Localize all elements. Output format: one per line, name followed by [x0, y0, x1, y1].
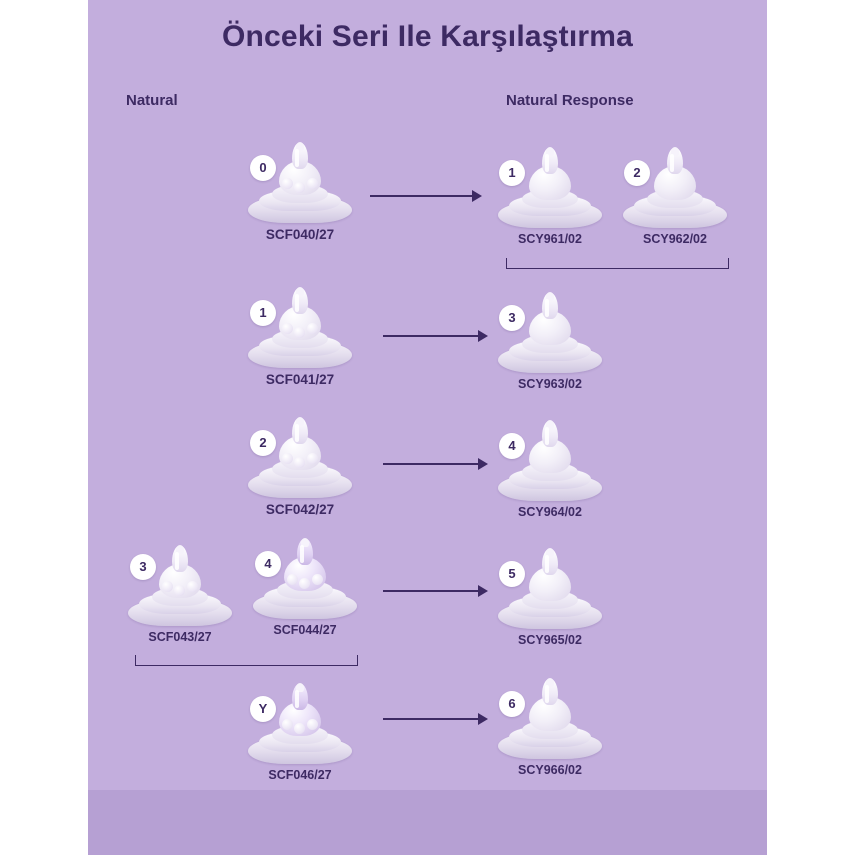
transition-arrow-row-2 [383, 330, 488, 342]
nipple-highlight [545, 685, 549, 703]
nipple-image [242, 533, 368, 619]
arrow-shaft [383, 590, 479, 592]
nipple-petal [299, 578, 310, 589]
nipple-highlight [545, 154, 549, 172]
product-code: SCF041/27 [265, 372, 335, 387]
product-code: SCF043/27 [148, 630, 212, 644]
product-item-scy961[interactable] [487, 142, 613, 246]
nipple-image [117, 540, 243, 626]
transition-arrow-row-4 [383, 585, 488, 597]
flow-rate-badge: 2 [624, 160, 650, 186]
arrow-shaft [383, 335, 479, 337]
product-item-scf044[interactable] [242, 533, 368, 637]
nipple-petal [162, 581, 173, 592]
flow-rate-badge: 5 [499, 561, 525, 587]
nipple-petal [307, 178, 318, 189]
nipple-petal [294, 457, 305, 468]
nipple-image [487, 415, 613, 501]
product-code: SCY961/02 [518, 232, 582, 246]
nipple-highlight [545, 299, 549, 317]
product-code: SCY962/02 [643, 232, 707, 246]
product-item-scf041[interactable] [237, 282, 363, 387]
flow-rate-badge: 3 [499, 305, 525, 331]
nipple-petal [187, 581, 198, 592]
nipple-petal [282, 323, 293, 334]
nipple-petal [312, 574, 323, 585]
nipple-highlight [295, 424, 299, 442]
product-code: SCF044/27 [273, 623, 337, 637]
flow-rate-badge: 4 [255, 551, 281, 577]
nipple-highlight [295, 294, 299, 312]
product-item-scf043[interactable] [117, 540, 243, 644]
page-title: Önceki Seri Ile Karşılaştırma [221, 20, 634, 53]
nipple-petal [307, 323, 318, 334]
nipple-petal [282, 178, 293, 189]
transition-arrow-row-1 [370, 190, 482, 202]
product-code: SCY966/02 [518, 763, 582, 777]
product-code: SCY964/02 [518, 505, 582, 519]
nipple-petal [307, 453, 318, 464]
arrow-shaft [370, 195, 473, 197]
column-header-natural: Natural [126, 92, 178, 109]
product-code: SCF046/27 [268, 768, 332, 782]
arrow-shaft [383, 463, 479, 465]
nipple-highlight [175, 552, 179, 570]
nipple-highlight [545, 555, 549, 573]
product-item-scf042[interactable] [237, 412, 363, 517]
nipple-image [487, 287, 613, 373]
flow-rate-badge: Y [250, 696, 276, 722]
panel-bottom-bar [88, 790, 767, 855]
product-item-scy963[interactable] [487, 287, 613, 391]
product-code: SCY965/02 [518, 633, 582, 647]
flow-rate-badge: 3 [130, 554, 156, 580]
flow-rate-badge: 2 [250, 430, 276, 456]
transition-arrow-row-5 [383, 713, 488, 725]
nipple-petal [294, 327, 305, 338]
flow-rate-badge: 1 [250, 300, 276, 326]
nipple-highlight [295, 690, 299, 708]
arrow-head-icon [472, 190, 482, 202]
chart-panel-background [88, 0, 767, 855]
nipple-petal [294, 723, 305, 734]
product-item-scf046[interactable] [237, 678, 363, 782]
product-code: SCF040/27 [265, 227, 335, 242]
flow-rate-badge: 4 [499, 433, 525, 459]
nipple-petal [287, 574, 298, 585]
nipple-image [487, 543, 613, 629]
transition-arrow-row-3 [383, 458, 488, 470]
nipple-image [237, 412, 363, 498]
nipple-image [237, 137, 363, 223]
product-item-scy966[interactable] [487, 673, 613, 777]
nipple-image [612, 142, 738, 228]
product-item-scy964[interactable] [487, 415, 613, 519]
group-bracket-row-4 [135, 655, 358, 666]
flow-rate-badge: 1 [499, 160, 525, 186]
nipple-image [237, 282, 363, 368]
product-item-scy962[interactable] [612, 142, 738, 246]
product-item-scf040[interactable] [237, 137, 363, 242]
nipple-petal [307, 719, 318, 730]
product-code: SCY963/02 [518, 377, 582, 391]
nipple-petal [294, 182, 305, 193]
nipple-image [487, 142, 613, 228]
nipple-image [487, 673, 613, 759]
nipple-highlight [670, 154, 674, 172]
group-bracket-row-1 [506, 258, 729, 269]
nipple-petal [282, 719, 293, 730]
nipple-highlight [545, 427, 549, 445]
arrow-shaft [383, 718, 479, 720]
nipple-highlight [300, 545, 304, 563]
nipple-highlight [295, 149, 299, 167]
nipple-petal [174, 585, 185, 596]
nipple-petal [282, 453, 293, 464]
nipple-graphic [128, 540, 232, 626]
flow-rate-badge: 6 [499, 691, 525, 717]
product-code: SCF042/27 [265, 502, 335, 517]
nipple-image [237, 678, 363, 764]
product-item-scy965[interactable] [487, 543, 613, 647]
flow-rate-badge: 0 [250, 155, 276, 181]
column-header-natural-response: Natural Response [506, 92, 634, 109]
